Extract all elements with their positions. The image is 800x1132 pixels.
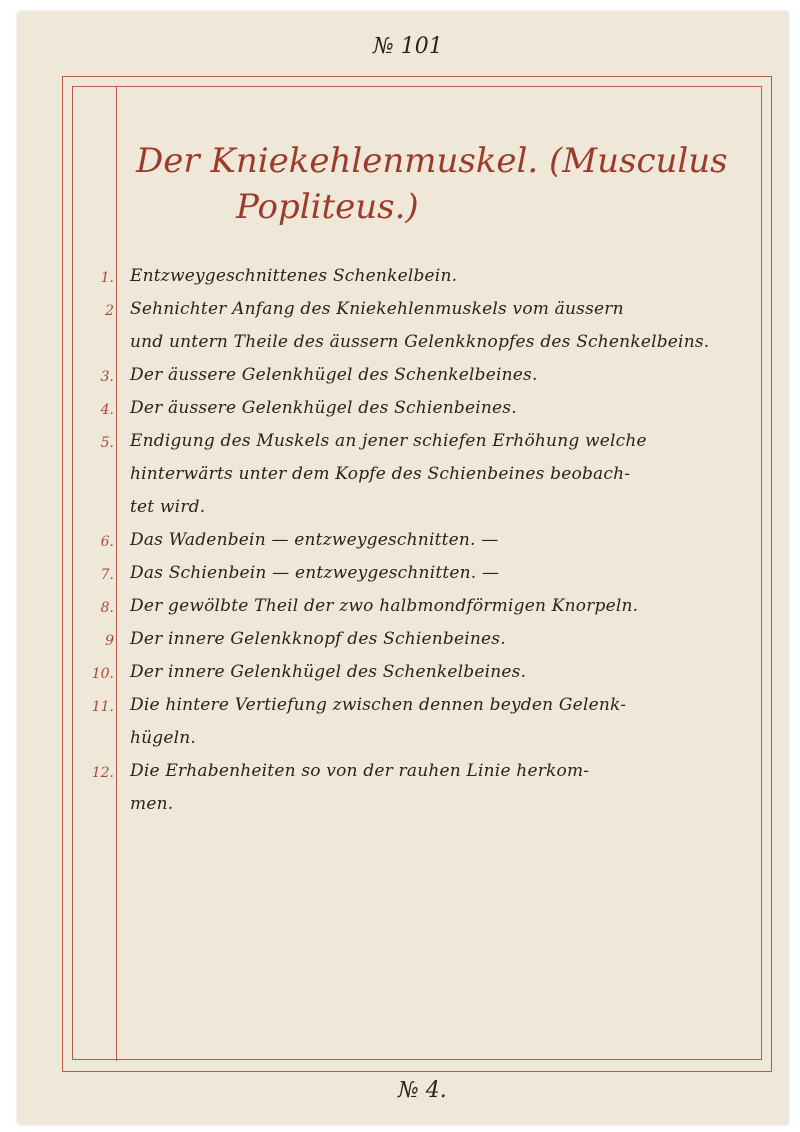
entry-number: 12.	[91, 765, 114, 781]
manuscript-page	[18, 12, 788, 1124]
page-title	[136, 138, 746, 230]
entry-text: Sehnichter Anfang des Kniekehlenmuskels vom äussern	[130, 299, 624, 319]
entry-number: 3.	[100, 369, 114, 385]
entry-number: 7.	[100, 567, 114, 583]
entry-number: 6.	[100, 534, 114, 550]
entry-text: Der äussere Gelenkhügel des Schienbeines.	[130, 398, 517, 418]
entry-number: 8.	[100, 600, 114, 616]
entry-text: und untern Theile des äussern Gelenkknopfes des Schenkelbeins.	[130, 332, 710, 352]
entry-text: men.	[130, 794, 174, 814]
entry-number: 9	[105, 633, 114, 649]
entry-text: Die Erhabenheiten so von der rauhen Linie herkom-	[130, 761, 590, 781]
entry-text: Der innere Gelenkknopf des Schienbeines.	[130, 629, 506, 649]
entry-text: Entzweygeschnittenes Schenkelbein.	[130, 266, 458, 286]
entry-text: hinterwärts unter dem Kopfe des Schienbeines beobach-	[130, 464, 631, 484]
entry-text: hügeln.	[130, 728, 197, 748]
title-line-2: Popliteus.)	[236, 187, 419, 227]
entry-text: Das Schienbein — entzweygeschnitten. —	[130, 563, 500, 583]
folio-number-top: № 101	[373, 34, 443, 59]
entry-text: Die hintere Vertiefung zwischen dennen beyden Gelenk-	[130, 695, 627, 715]
entry-number: 1.	[100, 270, 114, 286]
entry-number: 5.	[100, 435, 114, 451]
entry-text: tet wird.	[130, 497, 206, 517]
entry-text: Der innere Gelenkhügel des Schenkelbeines.	[130, 662, 527, 682]
entry-number: 11.	[91, 699, 114, 715]
entry-number: 4.	[100, 402, 114, 418]
entry-text: Das Wadenbein — entzweygeschnitten. —	[130, 530, 499, 550]
entry-text: Der gewölbte Theil der zwo halbmondförmigen Knorpeln.	[130, 596, 639, 616]
title-line-1: Der Kniekehlenmuskel. (Musculus	[136, 141, 728, 181]
margin-rule	[116, 86, 117, 1061]
entry-number: 2	[105, 303, 114, 319]
entry-number: 10.	[91, 666, 114, 682]
entry-text: Endigung des Muskels an jener schiefen Erhöhung welche	[130, 431, 647, 451]
entry-text: Der äussere Gelenkhügel des Schenkelbeines.	[130, 365, 538, 385]
folio-number-bottom: № 4.	[398, 1078, 447, 1103]
